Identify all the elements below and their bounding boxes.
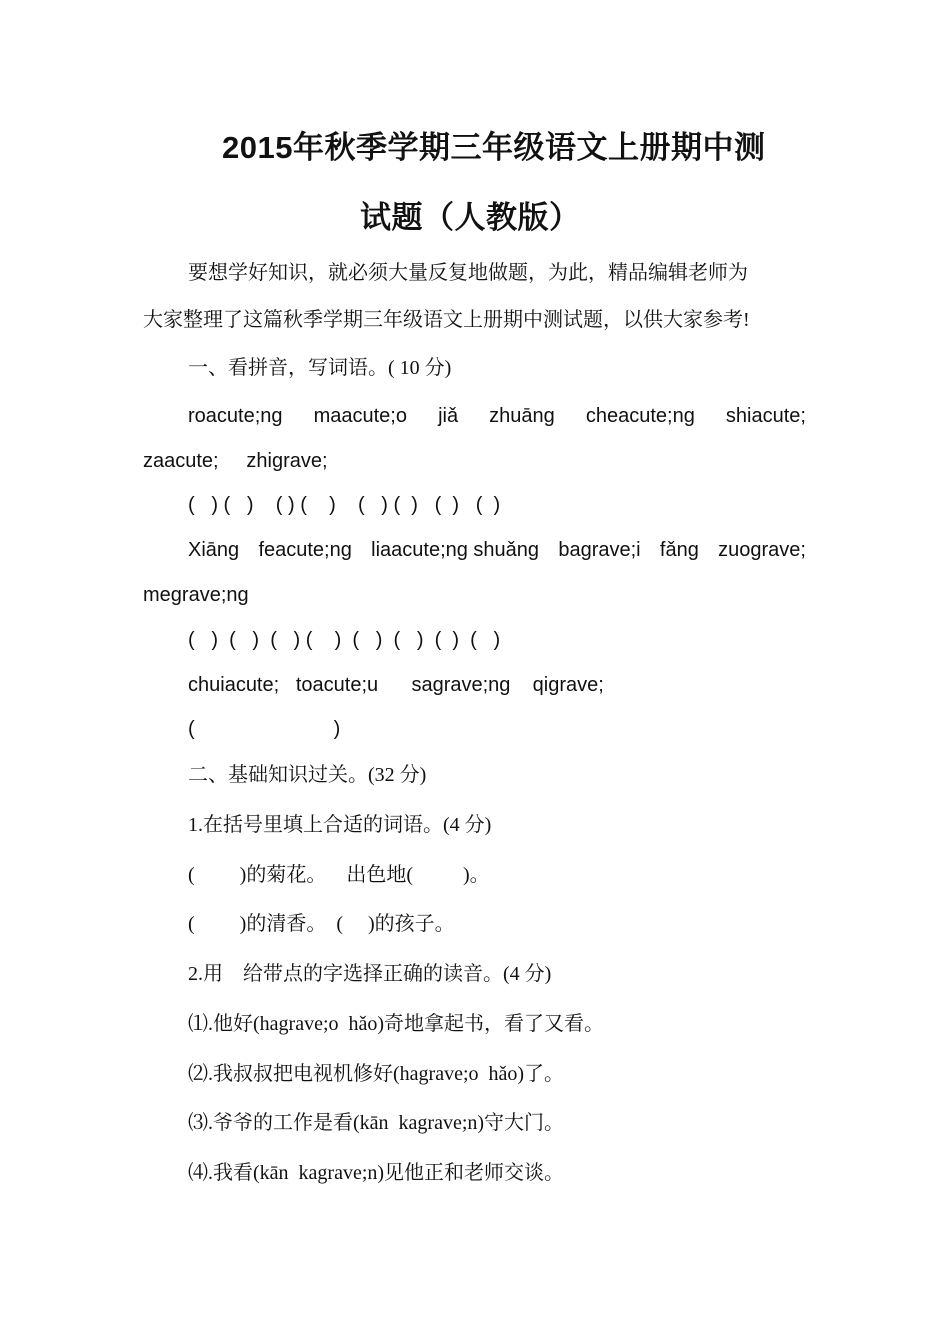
document-title-line1: 2015年秋季学期三年级语文上册期中测	[222, 130, 766, 165]
answer-brackets-row3: ( )	[188, 718, 341, 740]
question1-line2: ( )的清香。 ( )的孩子。	[188, 913, 455, 935]
pinyin-word: zuograve;	[718, 539, 806, 561]
question2-item: ⑴.他好(hagrave;o hǎo)奇地拿起书，看了又看。	[188, 1013, 605, 1035]
pinyin-row2-continued: megrave;ng	[143, 584, 249, 606]
question2-item: ⑶.爷爷的工作是看(kān kagrave;n)守大门。	[188, 1112, 565, 1134]
pinyin-word: feacute;ng	[258, 539, 352, 561]
question2-item: ⑷.我看(kān kagrave;n)见他正和老师交谈。	[188, 1162, 565, 1184]
section1-heading: 一、看拼音，写词语。( 10 分)	[188, 357, 452, 379]
answer-brackets-row2: ( ) ( ) ( ) ( ) ( ) ( ) ( ) ( )	[188, 629, 501, 651]
pinyin-word: shiacute;	[725, 405, 806, 427]
pinyin-word: zhuāng	[489, 405, 555, 427]
intro-line1: 要想学好知识，就必须大量反复地做题，为此，精品编辑老师为	[188, 262, 748, 284]
pinyin-row1-continued: zaacute; zhigrave;	[143, 450, 328, 472]
question2-title: 2.用 给带点的字选择正确的读音。(4 分)	[188, 963, 552, 985]
question1-title: 1.在括号里填上合适的词语。(4 分)	[188, 814, 492, 836]
document-title-line2: 试题（人教版）	[360, 200, 581, 235]
pinyin-word: maacute;o	[313, 405, 407, 427]
intro-line2: 大家整理了这篇秋季学期三年级语文上册期中测试题，以供大家参考!	[143, 309, 750, 331]
pinyin-word: bagrave;i	[558, 539, 641, 561]
pinyin-word: liaacute;ng shuǎng	[371, 539, 540, 561]
pinyin-row2	[188, 537, 806, 563]
pinyin-word: cheacute;ng	[585, 405, 695, 427]
pinyin-word: fǎng	[659, 539, 699, 561]
pinyin-word: jiǎ	[438, 405, 459, 427]
pinyin-row1	[188, 403, 806, 429]
section2-heading: 二、基础知识过关。(32 分)	[188, 764, 427, 786]
pinyin-word: roacute;ng	[188, 405, 283, 427]
pinyin-row3: chuiacute; toacute;u sagrave;ng qigrave;	[188, 674, 604, 696]
pinyin-word: Xiāng	[188, 539, 240, 561]
question2-item: ⑵.我叔叔把电视机修好(hagrave;o hǎo)了。	[188, 1063, 565, 1085]
question1-line1: ( )的菊花。 出色地( )。	[188, 864, 490, 886]
answer-brackets-row1: ( ) ( ) ( ) ( ) ( ) ( ) ( ) ( )	[188, 494, 501, 516]
